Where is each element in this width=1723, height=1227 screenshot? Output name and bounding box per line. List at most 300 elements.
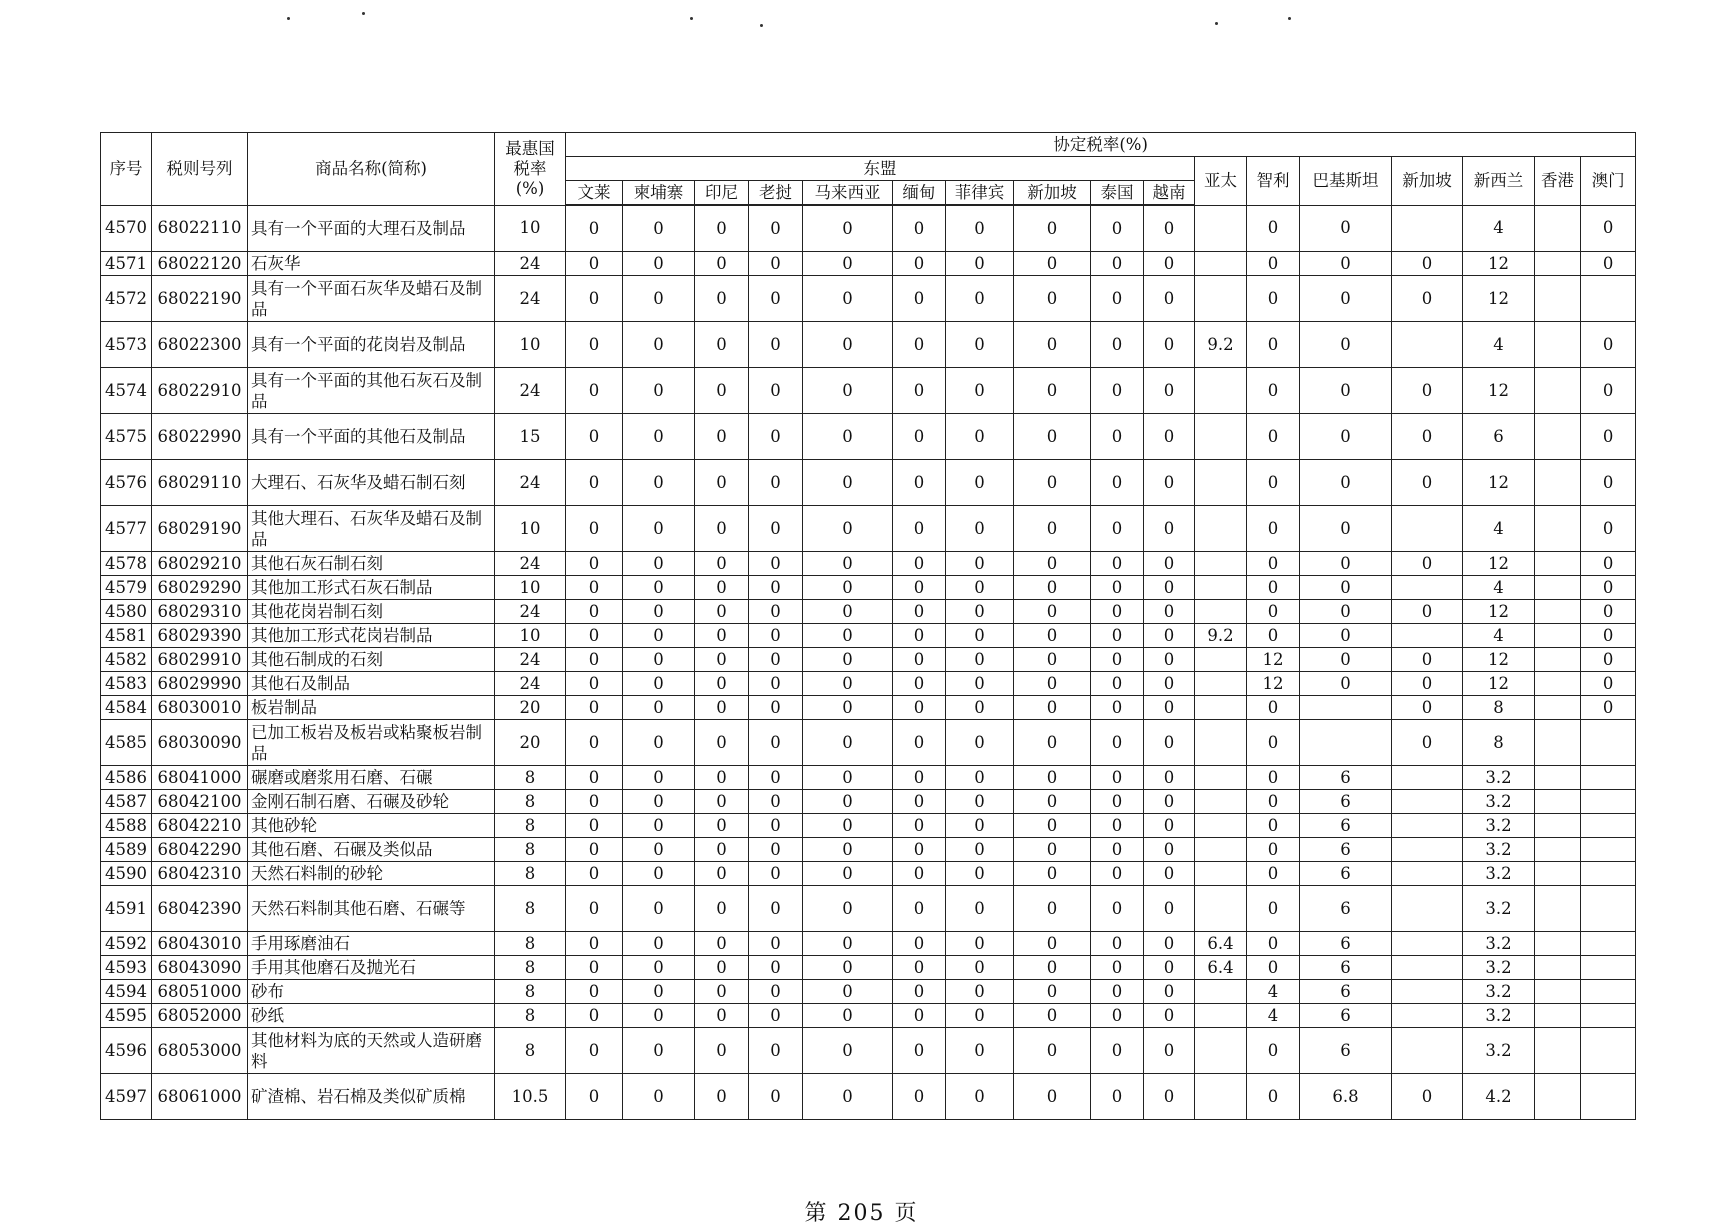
cell-hong-kong [1535, 322, 1581, 368]
cell-new-zealand: 4 [1463, 205, 1535, 252]
cell-hong-kong [1535, 600, 1581, 624]
header-asean-cambodia: 柬埔寨 [623, 181, 695, 206]
cell-apta [1195, 205, 1247, 252]
cell-singapore [1392, 932, 1463, 956]
cell-seq: 4583 [101, 672, 152, 696]
cell-hong-kong [1535, 720, 1581, 766]
cell-asean-rate: 0 [623, 862, 695, 886]
cell-seq: 4586 [101, 766, 152, 790]
cell-chile: 4 [1247, 980, 1300, 1004]
cell-mfn: 8 [495, 838, 566, 862]
header-mfn-line1: 最惠国 [505, 138, 555, 158]
cell-code: 68029190 [152, 506, 248, 552]
cell-pakistan: 6.8 [1300, 1074, 1392, 1120]
cell-code: 68042100 [152, 790, 248, 814]
cell-mfn: 10 [495, 205, 566, 252]
cell-macao [1581, 276, 1636, 322]
cell-new-zealand: 3.2 [1463, 814, 1535, 838]
cell-code: 68042310 [152, 862, 248, 886]
cell-apta [1195, 414, 1247, 460]
cell-asean-rate: 0 [695, 1004, 749, 1028]
cell-asean-rate: 0 [803, 624, 893, 648]
cell-asean-rate: 0 [695, 672, 749, 696]
header-asean-philippines: 菲律宾 [946, 181, 1014, 206]
cell-chile: 0 [1247, 506, 1300, 552]
cell-mfn: 24 [495, 600, 566, 624]
cell-asean-rate: 0 [893, 886, 946, 932]
cell-asean-rate: 0 [1091, 1074, 1144, 1120]
cell-asean-rate: 0 [1014, 1028, 1091, 1074]
cell-mfn: 8 [495, 932, 566, 956]
cell-pakistan: 6 [1300, 862, 1392, 886]
cell-asean-rate: 0 [803, 814, 893, 838]
scan-speck [1215, 22, 1218, 25]
cell-asean-rate: 0 [623, 414, 695, 460]
cell-seq: 4578 [101, 552, 152, 576]
cell-mfn: 24 [495, 672, 566, 696]
cell-mfn: 8 [495, 980, 566, 1004]
cell-chile: 12 [1247, 672, 1300, 696]
cell-asean-rate: 0 [1091, 766, 1144, 790]
table-row [101, 600, 1636, 624]
cell-name: 具有一个平面的大理石及制品 [248, 205, 495, 252]
cell-singapore: 0 [1392, 276, 1463, 322]
cell-asean-rate: 0 [893, 956, 946, 980]
cell-apta [1195, 460, 1247, 506]
cell-asean-rate: 0 [1091, 814, 1144, 838]
cell-singapore [1392, 980, 1463, 1004]
cell-asean-rate: 0 [749, 696, 803, 720]
cell-asean-rate: 0 [803, 648, 893, 672]
cell-asean-rate: 0 [1144, 790, 1195, 814]
cell-new-zealand: 4 [1463, 506, 1535, 552]
cell-hong-kong [1535, 506, 1581, 552]
cell-asean-rate: 0 [1144, 672, 1195, 696]
cell-seq: 4572 [101, 276, 152, 322]
table-row [101, 552, 1636, 576]
cell-asean-rate: 0 [893, 696, 946, 720]
cell-asean-rate: 0 [893, 814, 946, 838]
cell-code: 68029990 [152, 672, 248, 696]
cell-singapore [1392, 790, 1463, 814]
cell-chile: 0 [1247, 552, 1300, 576]
cell-asean-rate: 0 [1144, 276, 1195, 322]
cell-asean-rate: 0 [1014, 276, 1091, 322]
cell-name: 砂布 [248, 980, 495, 1004]
cell-new-zealand: 4.2 [1463, 1074, 1535, 1120]
cell-asean-rate: 0 [1144, 368, 1195, 414]
cell-asean-rate: 0 [946, 460, 1014, 506]
cell-asean-rate: 0 [1091, 720, 1144, 766]
header-mfn-rate [495, 133, 566, 206]
cell-asean-rate: 0 [695, 322, 749, 368]
cell-asean-rate: 0 [623, 322, 695, 368]
cell-macao: 0 [1581, 552, 1636, 576]
cell-asean-rate: 0 [695, 766, 749, 790]
header-asean-laos: 老挝 [749, 181, 803, 206]
cell-asean-rate: 0 [1144, 886, 1195, 932]
cell-pakistan: 6 [1300, 1028, 1392, 1074]
cell-asean-rate: 0 [749, 956, 803, 980]
cell-asean-rate: 0 [623, 720, 695, 766]
cell-asean-rate: 0 [803, 552, 893, 576]
cell-apta [1195, 790, 1247, 814]
cell-mfn: 24 [495, 552, 566, 576]
cell-new-zealand: 12 [1463, 552, 1535, 576]
cell-asean-rate: 0 [749, 1074, 803, 1120]
table-row [101, 862, 1636, 886]
cell-asean-rate: 0 [566, 506, 623, 552]
cell-asean-rate: 0 [803, 205, 893, 252]
cell-asean-rate: 0 [1091, 672, 1144, 696]
cell-singapore [1392, 862, 1463, 886]
cell-asean-rate: 0 [893, 838, 946, 862]
cell-asean-rate: 0 [1014, 720, 1091, 766]
cell-code: 68029310 [152, 600, 248, 624]
cell-asean-rate: 0 [1144, 460, 1195, 506]
cell-asean-rate: 0 [1091, 624, 1144, 648]
table-row [101, 576, 1636, 600]
cell-name: 金刚石制石磨、石碾及砂轮 [248, 790, 495, 814]
cell-new-zealand: 4 [1463, 322, 1535, 368]
header-new-zealand: 新西兰 [1463, 157, 1535, 206]
cell-asean-rate: 0 [1014, 1004, 1091, 1028]
cell-seq: 4585 [101, 720, 152, 766]
cell-hong-kong [1535, 252, 1581, 276]
cell-chile: 0 [1247, 205, 1300, 252]
cell-name: 其他石制成的石刻 [248, 648, 495, 672]
cell-pakistan: 0 [1300, 576, 1392, 600]
scan-speck [690, 17, 693, 20]
cell-asean-rate: 0 [566, 1004, 623, 1028]
cell-asean-rate: 0 [566, 766, 623, 790]
cell-apta: 9.2 [1195, 322, 1247, 368]
cell-asean-rate: 0 [1144, 252, 1195, 276]
cell-asean-rate: 0 [1144, 600, 1195, 624]
cell-asean-rate: 0 [946, 956, 1014, 980]
cell-singapore [1392, 886, 1463, 932]
cell-asean-rate: 0 [946, 205, 1014, 252]
cell-asean-rate: 0 [1091, 790, 1144, 814]
cell-asean-rate: 0 [623, 932, 695, 956]
cell-new-zealand: 8 [1463, 696, 1535, 720]
cell-asean-rate: 0 [749, 205, 803, 252]
cell-asean-rate: 0 [893, 932, 946, 956]
cell-asean-rate: 0 [803, 672, 893, 696]
header-asean-malaysia: 马来西亚 [803, 181, 893, 206]
cell-asean-rate: 0 [1091, 506, 1144, 552]
cell-macao [1581, 838, 1636, 862]
cell-asean-rate: 0 [1014, 932, 1091, 956]
cell-pakistan: 0 [1300, 552, 1392, 576]
cell-hong-kong [1535, 576, 1581, 600]
cell-asean-rate: 0 [893, 1028, 946, 1074]
cell-asean-rate: 0 [695, 696, 749, 720]
cell-asean-rate: 0 [1014, 322, 1091, 368]
scan-speck [760, 24, 763, 27]
cell-asean-rate: 0 [695, 886, 749, 932]
cell-mfn: 8 [495, 790, 566, 814]
header-code: 税则号列 [152, 133, 248, 206]
table-row [101, 276, 1636, 322]
cell-apta [1195, 1004, 1247, 1028]
cell-asean-rate: 0 [623, 624, 695, 648]
cell-asean-rate: 0 [803, 720, 893, 766]
cell-code: 68052000 [152, 1004, 248, 1028]
cell-asean-rate: 0 [623, 205, 695, 252]
cell-name: 手用其他磨石及抛光石 [248, 956, 495, 980]
cell-asean-rate: 0 [695, 1074, 749, 1120]
cell-mfn: 10 [495, 322, 566, 368]
cell-mfn: 8 [495, 1004, 566, 1028]
cell-asean-rate: 0 [695, 276, 749, 322]
cell-apta [1195, 648, 1247, 672]
cell-name: 其他加工形式花岗岩制品 [248, 624, 495, 648]
table-row [101, 414, 1636, 460]
cell-name: 砂纸 [248, 1004, 495, 1028]
cell-asean-rate: 0 [623, 648, 695, 672]
cell-asean-rate: 0 [893, 414, 946, 460]
cell-asean-rate: 0 [1144, 956, 1195, 980]
cell-asean-rate: 0 [1144, 1004, 1195, 1028]
cell-code: 68051000 [152, 980, 248, 1004]
cell-asean-rate: 0 [1091, 252, 1144, 276]
cell-seq: 4589 [101, 838, 152, 862]
cell-asean-rate: 0 [1144, 322, 1195, 368]
cell-hong-kong [1535, 696, 1581, 720]
cell-chile: 0 [1247, 322, 1300, 368]
cell-new-zealand: 12 [1463, 252, 1535, 276]
cell-asean-rate: 0 [566, 886, 623, 932]
scan-speck [1288, 17, 1291, 20]
cell-asean-rate: 0 [946, 672, 1014, 696]
cell-asean-rate: 0 [893, 368, 946, 414]
cell-new-zealand: 3.2 [1463, 980, 1535, 1004]
header-name: 商品名称(简称) [248, 133, 495, 206]
cell-asean-rate: 0 [749, 814, 803, 838]
cell-asean-rate: 0 [566, 624, 623, 648]
cell-macao [1581, 932, 1636, 956]
cell-singapore [1392, 624, 1463, 648]
cell-pakistan: 0 [1300, 624, 1392, 648]
cell-mfn: 8 [495, 766, 566, 790]
cell-asean-rate: 0 [803, 276, 893, 322]
cell-asean-rate: 0 [566, 1028, 623, 1074]
cell-macao [1581, 720, 1636, 766]
cell-macao: 0 [1581, 252, 1636, 276]
cell-asean-rate: 0 [623, 766, 695, 790]
cell-name: 板岩制品 [248, 696, 495, 720]
cell-asean-rate: 0 [1014, 766, 1091, 790]
cell-hong-kong [1535, 1074, 1581, 1120]
cell-chile: 0 [1247, 720, 1300, 766]
cell-macao [1581, 956, 1636, 980]
cell-asean-rate: 0 [1014, 814, 1091, 838]
cell-new-zealand: 4 [1463, 576, 1535, 600]
cell-hong-kong [1535, 460, 1581, 506]
cell-pakistan: 6 [1300, 766, 1392, 790]
cell-name: 天然石料制的砂轮 [248, 862, 495, 886]
cell-macao [1581, 766, 1636, 790]
cell-name: 石灰华 [248, 252, 495, 276]
cell-apta: 6.4 [1195, 932, 1247, 956]
cell-asean-rate: 0 [695, 932, 749, 956]
cell-asean-rate: 0 [623, 1004, 695, 1028]
cell-asean-rate: 0 [566, 368, 623, 414]
cell-pakistan: 0 [1300, 252, 1392, 276]
header-asean: 东盟 [566, 157, 1195, 181]
cell-code: 68042290 [152, 838, 248, 862]
cell-name: 已加工板岩及板岩或粘聚板岩制品 [248, 720, 495, 766]
cell-asean-rate: 0 [946, 720, 1014, 766]
cell-apta: 9.2 [1195, 624, 1247, 648]
cell-pakistan: 0 [1300, 648, 1392, 672]
cell-hong-kong [1535, 205, 1581, 252]
page-number: 第 205 页 [804, 1201, 919, 1226]
cell-seq: 4582 [101, 648, 152, 672]
cell-asean-rate: 0 [803, 460, 893, 506]
cell-seq: 4587 [101, 790, 152, 814]
cell-asean-rate: 0 [1014, 506, 1091, 552]
cell-asean-rate: 0 [623, 1074, 695, 1120]
cell-asean-rate: 0 [566, 672, 623, 696]
cell-asean-rate: 0 [893, 322, 946, 368]
cell-asean-rate: 0 [566, 648, 623, 672]
cell-asean-rate: 0 [749, 932, 803, 956]
cell-asean-rate: 0 [623, 672, 695, 696]
cell-asean-rate: 0 [749, 552, 803, 576]
table-row [101, 956, 1636, 980]
header-asean-myanmar: 缅甸 [893, 181, 946, 206]
cell-asean-rate: 0 [566, 576, 623, 600]
cell-hong-kong [1535, 672, 1581, 696]
cell-macao: 0 [1581, 460, 1636, 506]
cell-chile: 0 [1247, 838, 1300, 862]
cell-seq: 4574 [101, 368, 152, 414]
cell-asean-rate: 0 [1091, 276, 1144, 322]
cell-asean-rate: 0 [1014, 205, 1091, 252]
cell-hong-kong [1535, 368, 1581, 414]
cell-singapore [1392, 322, 1463, 368]
cell-asean-rate: 0 [695, 980, 749, 1004]
cell-asean-rate: 0 [749, 1004, 803, 1028]
cell-asean-rate: 0 [623, 552, 695, 576]
cell-chile: 0 [1247, 932, 1300, 956]
cell-asean-rate: 0 [946, 1028, 1014, 1074]
cell-apta [1195, 980, 1247, 1004]
cell-pakistan: 6 [1300, 980, 1392, 1004]
cell-asean-rate: 0 [695, 624, 749, 648]
cell-chile: 0 [1247, 1074, 1300, 1120]
cell-code: 68029110 [152, 460, 248, 506]
cell-chile: 12 [1247, 648, 1300, 672]
cell-asean-rate: 0 [1144, 932, 1195, 956]
cell-asean-rate: 0 [695, 576, 749, 600]
table-row [101, 460, 1636, 506]
cell-macao [1581, 1004, 1636, 1028]
cell-singapore: 0 [1392, 368, 1463, 414]
cell-asean-rate: 0 [749, 838, 803, 862]
cell-mfn: 8 [495, 886, 566, 932]
cell-chile: 0 [1247, 790, 1300, 814]
cell-singapore: 0 [1392, 552, 1463, 576]
cell-hong-kong [1535, 624, 1581, 648]
cell-singapore: 0 [1392, 696, 1463, 720]
cell-apta [1195, 600, 1247, 624]
cell-mfn: 24 [495, 648, 566, 672]
cell-asean-rate: 0 [803, 322, 893, 368]
cell-name: 手用琢磨油石 [248, 932, 495, 956]
cell-seq: 4581 [101, 624, 152, 648]
cell-seq: 4594 [101, 980, 152, 1004]
cell-asean-rate: 0 [749, 980, 803, 1004]
cell-apta [1195, 1028, 1247, 1074]
cell-asean-rate: 0 [749, 862, 803, 886]
cell-pakistan: 0 [1300, 276, 1392, 322]
cell-chile: 0 [1247, 862, 1300, 886]
cell-code: 68029910 [152, 648, 248, 672]
cell-code: 68029210 [152, 552, 248, 576]
cell-singapore [1392, 576, 1463, 600]
cell-chile: 0 [1247, 600, 1300, 624]
cell-hong-kong [1535, 552, 1581, 576]
cell-asean-rate: 0 [946, 576, 1014, 600]
table-row [101, 205, 1636, 252]
cell-apta [1195, 1074, 1247, 1120]
header-hong-kong: 香港 [1535, 157, 1581, 206]
cell-asean-rate: 0 [566, 460, 623, 506]
cell-seq: 4593 [101, 956, 152, 980]
cell-new-zealand: 3.2 [1463, 886, 1535, 932]
cell-pakistan: 0 [1300, 672, 1392, 696]
cell-singapore [1392, 1028, 1463, 1074]
cell-hong-kong [1535, 1004, 1581, 1028]
cell-asean-rate: 0 [1014, 414, 1091, 460]
cell-asean-rate: 0 [1144, 205, 1195, 252]
cell-new-zealand: 12 [1463, 672, 1535, 696]
cell-pakistan: 0 [1300, 205, 1392, 252]
cell-asean-rate: 0 [893, 506, 946, 552]
cell-hong-kong [1535, 956, 1581, 980]
cell-new-zealand: 12 [1463, 460, 1535, 506]
cell-asean-rate: 0 [1144, 414, 1195, 460]
cell-new-zealand: 3.2 [1463, 1028, 1535, 1074]
cell-hong-kong [1535, 648, 1581, 672]
cell-singapore [1392, 838, 1463, 862]
cell-name: 碾磨或磨浆用石磨、石碾 [248, 766, 495, 790]
cell-asean-rate: 0 [946, 790, 1014, 814]
cell-code: 68042390 [152, 886, 248, 932]
cell-new-zealand: 4 [1463, 624, 1535, 648]
cell-hong-kong [1535, 886, 1581, 932]
cell-asean-rate: 0 [803, 1074, 893, 1120]
cell-singapore [1392, 205, 1463, 252]
cell-apta [1195, 886, 1247, 932]
cell-hong-kong [1535, 414, 1581, 460]
cell-asean-rate: 0 [623, 506, 695, 552]
cell-asean-rate: 0 [695, 506, 749, 552]
cell-code: 68029390 [152, 624, 248, 648]
header-chile: 智利 [1247, 157, 1300, 206]
cell-asean-rate: 0 [893, 862, 946, 886]
cell-name: 具有一个平面石灰华及蜡石及制品 [248, 276, 495, 322]
cell-asean-rate: 0 [1091, 322, 1144, 368]
cell-asean-rate: 0 [1091, 460, 1144, 506]
cell-name: 其他石磨、石碾及类似品 [248, 838, 495, 862]
cell-asean-rate: 0 [946, 766, 1014, 790]
cell-asean-rate: 0 [893, 576, 946, 600]
cell-pakistan [1300, 720, 1392, 766]
